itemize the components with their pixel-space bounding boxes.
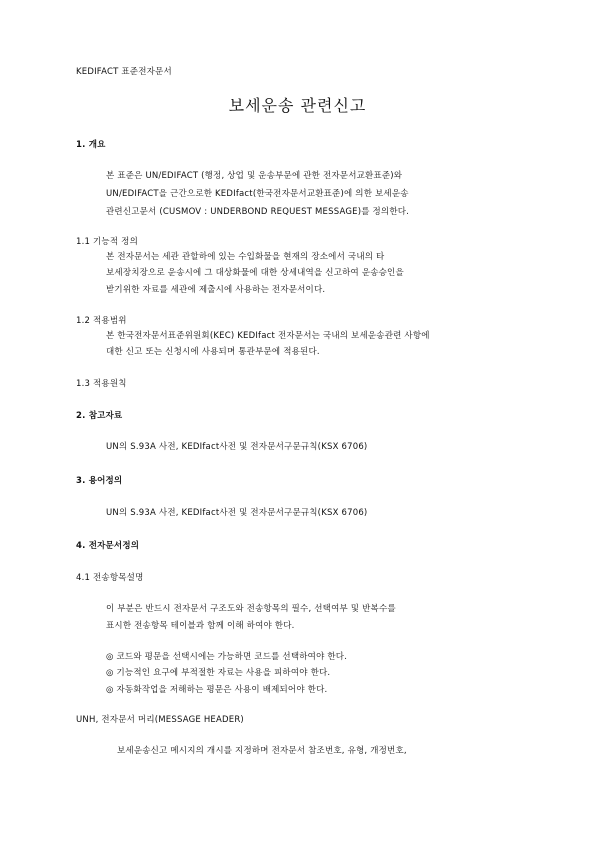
section-2-reference: UN의 S.93A 사전, KEDIfact사전 및 전자문서구문규칙(KSX 6706) bbox=[106, 442, 368, 452]
section-4-1-bullet-2: ◎ 기능적인 요구에 부적절한 자료는 사용을 피하여야 한다. bbox=[106, 668, 331, 678]
section-1-paragraph-line-2: UN/EDIFACT을 근간으로한 KEDIfact(한국전자문서교환표준)에 의한 보세운송 bbox=[106, 189, 409, 199]
section-2-heading: 2. 참고자료 bbox=[76, 411, 123, 421]
section-4-1-line-1: 이 부분은 반드시 전자문서 구조도와 전송항목의 필수, 선택여부 및 반복수를 bbox=[106, 604, 396, 614]
section-1-paragraph-line-3: 관련신고문서 (CUSMOV : UNDERBOND REQUEST MESSAGE)를 정의한다. bbox=[106, 207, 410, 217]
unh-heading: UNH, 전자문서 머리(MESSAGE HEADER) bbox=[76, 715, 244, 725]
document-header-label: KEDIFACT 표준전자문서 bbox=[76, 67, 172, 77]
section-1-paragraph-line-1: 본 표준은 UN/EDIFACT (행정, 상업 및 운송부문에 관한 전자문서교환표준)와 bbox=[106, 171, 403, 181]
section-1-1-line-3: 받기위한 자료를 세관에 제출시에 사용하는 전자문서이다. bbox=[106, 285, 326, 295]
section-1-1-line-2: 보세장치장으로 운송시에 그 대상화물에 대한 상세내역을 신고하여 운송승인을 bbox=[106, 268, 404, 278]
section-1-3-heading: 1.3 적용원칙 bbox=[76, 379, 127, 389]
section-1-1-line-1: 본 전자문서는 세관 관할하에 있는 수입화물을 현재의 장소에서 국내의 타 bbox=[106, 252, 385, 262]
section-1-2-line-2: 대한 신고 또는 신청시에 사용되며 통관부문에 적용된다. bbox=[106, 347, 320, 357]
section-1-1-heading: 1.1 기능적 정의 bbox=[76, 237, 138, 247]
document-title: 보세운송 관련신고 bbox=[228, 96, 367, 115]
section-3-heading: 3. 용어정의 bbox=[76, 476, 123, 486]
section-1-heading: 1. 개요 bbox=[76, 140, 106, 150]
section-1-2-line-1: 본 한국전자문서표준위원회(KEC) KEDIfact 전자문서는 국내의 보세운송관련 사항에 bbox=[106, 331, 430, 341]
unh-paragraph-line-1: 보세운송신고 메시지의 개시를 지정하며 전자문서 참조번호, 유형, 개정번호, bbox=[117, 746, 407, 756]
section-4-heading: 4. 전자문서정의 bbox=[76, 541, 140, 551]
section-4-1-line-2: 표시한 전송항목 테이블과 함께 이해 하여야 한다. bbox=[106, 621, 295, 631]
section-1-2-heading: 1.2 적용범위 bbox=[76, 316, 127, 326]
section-4-1-heading: 4.1 전송항목설명 bbox=[76, 573, 144, 583]
section-3-reference: UN의 S.93A 사전, KEDIfact사전 및 전자문서구문규칙(KSX 6706) bbox=[106, 508, 368, 518]
section-4-1-bullet-1: ◎ 코드와 평문을 선택시에는 가능하면 코드를 선택하여야 한다. bbox=[106, 652, 348, 662]
section-4-1-bullet-3: ◎ 자동화작업을 저해하는 평문은 사용이 배제되어야 한다. bbox=[106, 685, 328, 695]
